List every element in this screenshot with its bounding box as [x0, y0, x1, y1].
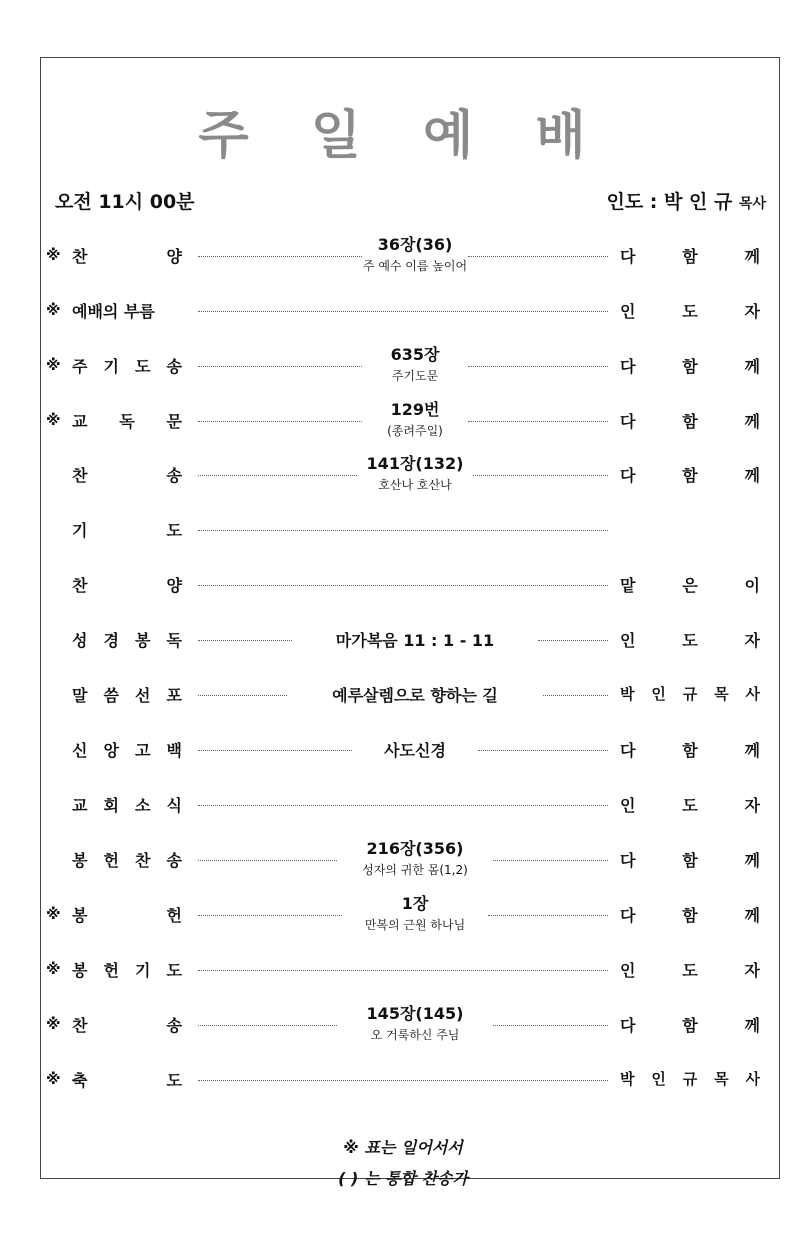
- item-detail-main: 1장: [401, 894, 429, 913]
- item-participant-char: 인: [620, 796, 636, 815]
- item-label-char: 말: [72, 686, 88, 705]
- item-detail: [270, 891, 560, 933]
- item-label-char: 봉: [135, 631, 151, 650]
- item-label-char: 헌: [103, 961, 119, 980]
- item-detail-main: 36장(36): [377, 235, 453, 254]
- item-label-char: 축: [72, 1071, 88, 1090]
- item-label-char: 교: [72, 412, 88, 431]
- standing-mark: ※: [46, 1070, 61, 1088]
- item-label-char: 포: [166, 686, 182, 705]
- item-label-char: 회: [103, 796, 119, 815]
- item-participant-char: 함: [682, 357, 698, 376]
- item-label-char: 봉: [72, 961, 88, 980]
- item-label-char: 송: [166, 1016, 182, 1035]
- item-label-char: 독: [166, 631, 182, 650]
- dotted-leader: [198, 805, 608, 806]
- item-participant-char: 도: [682, 631, 698, 650]
- item-label: [72, 299, 182, 322]
- item-participant-char: 규: [682, 685, 698, 703]
- item-label-char: 양: [166, 576, 182, 595]
- item-label-char: 경: [103, 631, 119, 650]
- standing-mark: ※: [46, 301, 61, 319]
- item-participant: [620, 683, 760, 704]
- item-participant-char: 도: [682, 961, 698, 980]
- item-participant: [620, 354, 760, 377]
- dotted-leader: [198, 530, 608, 531]
- item-detail-sub: 호산나 호산나: [378, 478, 452, 492]
- item-participant-char: 사: [745, 1070, 760, 1088]
- item-participant-char: 다: [620, 466, 636, 485]
- item-detail-main: 635장: [390, 345, 440, 364]
- item-label-char: 헌: [166, 906, 182, 925]
- dotted-leader: [198, 1080, 608, 1081]
- item-label-char: 도: [166, 1071, 182, 1090]
- footnote-standing: ※ 표는 일어서서: [343, 1138, 463, 1157]
- item-participant-char: 규: [682, 1070, 698, 1088]
- standing-mark: ※: [46, 905, 61, 923]
- item-label-char: 교: [72, 796, 88, 815]
- item-participant-char: 께: [744, 1016, 760, 1035]
- item-participant-char: 자: [744, 961, 760, 980]
- order-item: [0, 1001, 806, 1051]
- item-detail: [270, 628, 560, 651]
- item-participant-char: 함: [682, 1016, 698, 1035]
- item-detail-sub: (종려주일): [387, 424, 443, 438]
- item-detail: [270, 683, 560, 706]
- item-participant-char: 다: [620, 906, 636, 925]
- item-label: [72, 463, 182, 486]
- item-participant-char: 인: [620, 961, 636, 980]
- item-label-char: 도: [166, 521, 182, 540]
- item-detail-sub: 오 거룩하신 주님: [370, 1028, 460, 1042]
- service-time: 오전 11시 00분: [55, 191, 195, 213]
- item-participant: [620, 463, 760, 486]
- item-detail-main: 145장(145): [366, 1004, 464, 1023]
- item-label: [72, 354, 182, 377]
- item-label-char: 양: [166, 247, 182, 266]
- item-participant: [620, 299, 760, 322]
- item-label: [72, 683, 182, 706]
- order-item: [0, 232, 806, 282]
- item-label-char: 성: [72, 631, 88, 650]
- item-label-char: 문: [166, 412, 182, 431]
- item-label: [72, 793, 182, 816]
- item-participant-char: 인: [620, 302, 636, 321]
- item-participant-char: 함: [682, 247, 698, 266]
- standing-mark: ※: [46, 356, 61, 374]
- item-participant-char: 께: [744, 906, 760, 925]
- leader-label: 인도 : 박 인 규: [606, 191, 733, 213]
- item-label-char: 기: [72, 521, 88, 540]
- item-label-char: 헌: [103, 851, 119, 870]
- footnote-hymnal: ( ) 는 통합 찬송가: [338, 1169, 468, 1188]
- item-detail-main: 129번: [390, 400, 440, 419]
- item-label-char: 앙: [103, 741, 119, 760]
- item-participant-char: 박: [620, 1070, 635, 1088]
- order-item: [0, 891, 806, 941]
- order-item: [0, 671, 806, 721]
- leader-suffix: 목사: [738, 196, 766, 212]
- item-detail: [270, 397, 560, 439]
- standing-mark: ※: [46, 960, 61, 978]
- item-participant-char: 다: [620, 1016, 636, 1035]
- item-participant: [620, 958, 760, 981]
- item-participant-char: 께: [744, 741, 760, 760]
- item-label-char: 봉: [72, 906, 88, 925]
- item-detail: [270, 451, 560, 493]
- item-label: [72, 848, 182, 871]
- order-item: [0, 1056, 806, 1106]
- item-label: [72, 903, 182, 926]
- order-item: [0, 726, 806, 776]
- item-participant-char: 도: [682, 302, 698, 321]
- item-participant: [620, 1013, 760, 1036]
- item-label-char: 도: [166, 961, 182, 980]
- item-participant-char: 께: [744, 851, 760, 870]
- item-participant-char: 인: [651, 1070, 666, 1088]
- item-label: [72, 409, 182, 432]
- item-participant-char: 인: [651, 685, 666, 703]
- item-label: [72, 1013, 182, 1036]
- item-participant-char: 사: [745, 685, 760, 703]
- item-detail-sub: 주 예수 이름 높이어: [362, 259, 468, 273]
- item-participant-char: 맡: [620, 576, 636, 595]
- order-item: [0, 561, 806, 611]
- item-participant-char: 께: [744, 357, 760, 376]
- item-label-char: 기: [103, 357, 119, 376]
- item-detail-main: 예루살렘으로 향하는 길: [332, 686, 498, 705]
- item-participant: [620, 628, 760, 651]
- item-detail: [270, 1001, 560, 1043]
- item-label-char: 송: [166, 357, 182, 376]
- item-participant-char: 인: [620, 631, 636, 650]
- item-detail: [270, 342, 560, 384]
- order-item: [0, 836, 806, 886]
- item-participant-char: 함: [682, 741, 698, 760]
- item-label: [72, 1068, 182, 1091]
- item-participant-char: 도: [682, 796, 698, 815]
- item-label-char: 선: [135, 686, 151, 705]
- order-item: [0, 451, 806, 501]
- item-label-char: 소: [135, 796, 151, 815]
- item-label-char: 백: [166, 741, 182, 760]
- item-participant: [620, 848, 760, 871]
- item-label-char: 예배의 부름: [72, 302, 155, 321]
- page-title: 주 일 예 배: [198, 106, 608, 166]
- item-label-char: 찬: [72, 247, 88, 266]
- item-participant: [620, 573, 760, 596]
- item-label-char: 기: [135, 961, 151, 980]
- order-item: [0, 616, 806, 666]
- item-participant-char: 박: [620, 685, 635, 703]
- item-participant: [620, 903, 760, 926]
- item-participant-char: 다: [620, 412, 636, 431]
- item-label: [72, 628, 182, 651]
- item-participant-char: 목: [714, 1070, 729, 1088]
- item-participant-char: 다: [620, 247, 636, 266]
- item-label-char: 찬: [135, 851, 151, 870]
- item-participant-char: 은: [682, 576, 698, 595]
- item-label: [72, 958, 182, 981]
- item-participant-char: 께: [744, 247, 760, 266]
- item-label: [72, 518, 182, 541]
- item-participant: [620, 1068, 760, 1089]
- item-participant-char: 다: [620, 357, 636, 376]
- item-label-char: 찬: [72, 1016, 88, 1035]
- item-detail: [270, 232, 560, 274]
- item-detail-sub: 주기도문: [391, 369, 439, 383]
- item-label-char: 찬: [72, 466, 88, 485]
- item-participant-char: 함: [682, 466, 698, 485]
- item-label-char: 송: [166, 851, 182, 870]
- item-participant-char: 이: [744, 576, 760, 595]
- item-participant-char: 목: [714, 685, 729, 703]
- item-label-char: 씀: [103, 686, 119, 705]
- item-detail-sub: 성자의 귀한 몸(1,2): [362, 863, 468, 877]
- item-label: [72, 738, 182, 761]
- item-label: [72, 244, 182, 267]
- item-label: [72, 573, 182, 596]
- item-participant-char: 함: [682, 412, 698, 431]
- order-item: [0, 397, 806, 447]
- item-participant-char: 자: [744, 631, 760, 650]
- item-label-char: 봉: [72, 851, 88, 870]
- item-detail-main: 141장(132): [366, 454, 464, 473]
- dotted-leader: [198, 311, 608, 312]
- order-item: [0, 946, 806, 996]
- item-participant-char: 함: [682, 906, 698, 925]
- order-item: [0, 506, 806, 556]
- item-label-char: 찬: [72, 576, 88, 595]
- dotted-leader: [198, 585, 608, 586]
- item-detail-sub: 만복의 근원 하나님: [364, 918, 466, 932]
- item-detail: [270, 836, 560, 878]
- item-participant-char: 께: [744, 466, 760, 485]
- item-detail: [270, 738, 560, 761]
- item-label-char: 주: [72, 357, 88, 376]
- item-label-char: 식: [166, 796, 182, 815]
- item-participant-char: 다: [620, 741, 636, 760]
- item-participant: [620, 244, 760, 267]
- item-participant: [620, 409, 760, 432]
- item-participant: [620, 738, 760, 761]
- item-detail-main: 216장(356): [366, 839, 464, 858]
- item-participant-char: 자: [744, 302, 760, 321]
- standing-mark: ※: [46, 246, 61, 264]
- item-detail-main: 마가복음 11 : 1 - 11: [335, 631, 495, 650]
- item-label-char: 송: [166, 466, 182, 485]
- item-participant-char: 함: [682, 851, 698, 870]
- order-item: [0, 781, 806, 831]
- dotted-leader: [198, 970, 608, 971]
- order-item: [0, 287, 806, 337]
- item-detail-main: 사도신경: [384, 741, 446, 760]
- item-label-char: 신: [72, 741, 88, 760]
- standing-mark: ※: [46, 411, 61, 429]
- item-label-char: 고: [135, 741, 151, 760]
- order-item: [0, 342, 806, 392]
- item-participant: [620, 793, 760, 816]
- item-participant-char: 자: [744, 796, 760, 815]
- item-label-char: 독: [119, 412, 135, 431]
- standing-mark: ※: [46, 1015, 61, 1033]
- item-participant-char: 께: [744, 412, 760, 431]
- item-label-char: 도: [135, 357, 151, 376]
- item-participant-char: 다: [620, 851, 636, 870]
- leader-info: [606, 187, 766, 214]
